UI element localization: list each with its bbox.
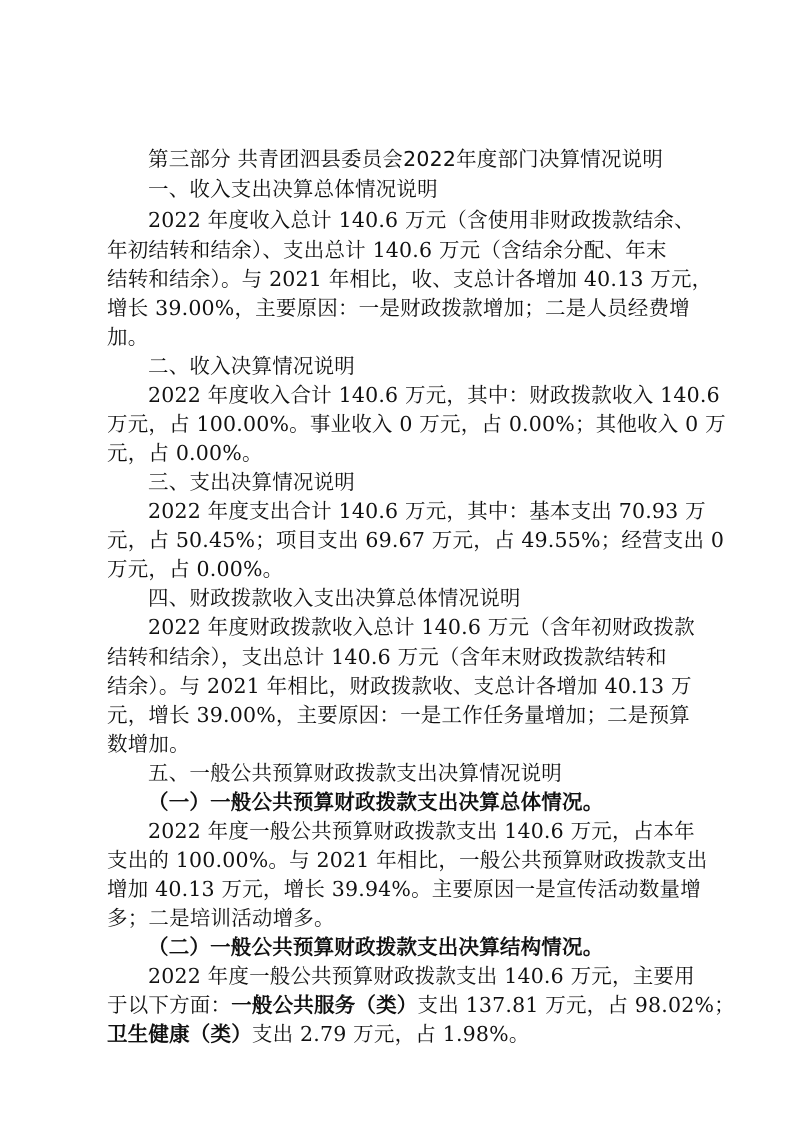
paragraph-line: 结转和结余），支出总计 140.6 万元（含年末财政拨款结转和 — [107, 645, 667, 669]
section-3-heading: 三、支出决算情况说明 — [148, 470, 355, 494]
document-title: 第三部分 共青团泗县委员会2022年度部门决算情况说明 — [148, 147, 664, 171]
subsection-1-heading: （一）一般公共预算财政拨款支出决算总体情况。 — [148, 790, 604, 814]
paragraph-line: 元，增长 39.00%，主要原因：一是工作任务量增加；二是预算 — [107, 703, 690, 727]
paragraph-line: 万元，占 100.00%。事业收入 0 万元，占 0.00%；其他收入 0 万 — [107, 412, 726, 436]
paragraph-line: 2022 年度一般公共预算财政拨款支出 140.6 万元，占本年 — [148, 819, 695, 843]
paragraph-line: 2022 年度收入总计 140.6 万元（含使用非财政拨款结余、 — [148, 208, 695, 232]
paragraph-line: 元，占 0.00%。 — [107, 441, 263, 465]
text-run: 支出 2.79 万元，占 1.98%。 — [251, 1022, 530, 1046]
paragraph-line: 增长 39.00%，主要原因：一是财政拨款增加；二是人员经费增 — [107, 296, 690, 320]
section-5-heading: 五、一般公共预算财政拨款支出决算情况说明 — [148, 761, 562, 785]
paragraph-line: 2022 年度财政拨款收入总计 140.6 万元（含年初财政拨款 — [148, 615, 695, 639]
text-run: 于以下方面： — [107, 993, 232, 1017]
emphasis-text: 一般公共服务（类） — [231, 993, 418, 1017]
paragraph-line: 万元，占 0.00%。 — [107, 557, 284, 581]
paragraph-line-mixed — [107, 1019, 530, 1049]
subsection-2-heading: （二）一般公共预算财政拨款支出决算结构情况。 — [148, 935, 604, 959]
paragraph-line: 支出的 100.00%。与 2021 年相比，一般公共预算财政拨款支出 — [107, 848, 708, 872]
paragraph-line: 加。 — [107, 325, 149, 349]
paragraph-line: 2022 年度收入合计 140.6 万元，其中：财政拨款收入 140.6 — [148, 383, 720, 407]
section-2-heading: 二、收入决算情况说明 — [148, 354, 355, 378]
paragraph-line: 2022 年度一般公共预算财政拨款支出 140.6 万元，主要用 — [148, 964, 695, 988]
paragraph-line: 结转和结余）。与 2021 年相比，收、支总计各增加 40.13 万元， — [107, 267, 713, 291]
paragraph-line: 增加 40.13 万元，增长 39.94%。主要原因一是宣传活动数量增 — [107, 877, 701, 901]
section-4-heading: 四、财政拨款收入支出决算总体情况说明 — [148, 586, 521, 610]
emphasis-text: 卫生健康（类） — [107, 1022, 252, 1046]
paragraph-line: 多；二是培训活动增多。 — [107, 906, 335, 930]
paragraph-line: 元，占 50.45%；项目支出 69.67 万元，占 49.55%；经营支出 0 — [107, 528, 725, 552]
text-run: 支出 137.81 万元，占 98.02%； — [417, 993, 735, 1017]
paragraph-line-mixed — [107, 990, 735, 1020]
paragraph-line: 2022 年度支出合计 140.6 万元，其中：基本支出 70.93 万 — [148, 499, 706, 523]
paragraph-line: 结余）。与 2021 年相比，财政拨款收、支总计各增加 40.13 万 — [107, 674, 692, 698]
section-1-heading: 一、收入支出决算总体情况说明 — [148, 177, 438, 201]
paragraph-line: 年初结转和结余）、支出总计 140.6 万元（含结余分配、年末 — [107, 238, 667, 262]
paragraph-line: 数增加。 — [107, 732, 190, 756]
